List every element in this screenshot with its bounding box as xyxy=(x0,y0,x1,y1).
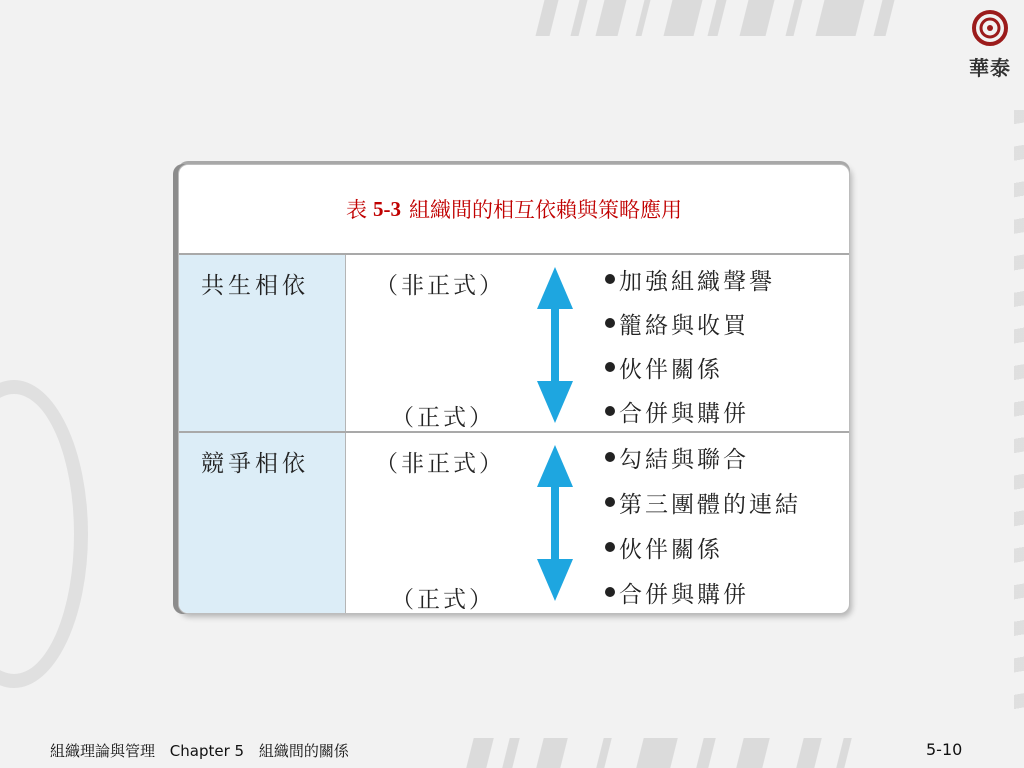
category-cell xyxy=(179,255,346,431)
background-stripe xyxy=(502,738,519,768)
category-label: 共生相依 xyxy=(201,273,309,299)
list-item-text: 合併與購併 xyxy=(619,401,749,427)
list-item-text: 合併與購併 xyxy=(619,582,749,608)
list-item xyxy=(605,578,801,614)
background-stripe xyxy=(536,0,559,36)
background-stripe xyxy=(466,738,493,768)
background-watermark xyxy=(0,380,88,688)
list-item-text: 伙伴關係 xyxy=(619,537,723,563)
list-item xyxy=(605,265,775,309)
list-item-text: 勾結與聯合 xyxy=(619,447,749,473)
background-stripe xyxy=(736,738,769,768)
page-number: 5-10 xyxy=(926,740,963,759)
background-stripe xyxy=(786,0,803,36)
list-item-text: 籠絡與收買 xyxy=(619,313,749,339)
category-label: 競爭相依 xyxy=(201,451,309,477)
table-title xyxy=(179,165,849,255)
bullet-icon xyxy=(605,587,615,597)
formal-label: （正式） xyxy=(391,587,495,613)
chapter-title: 組織間的關係 xyxy=(258,742,349,760)
background-stripe xyxy=(696,738,715,768)
list-item-text: 第三團體的連結 xyxy=(619,492,801,518)
bullet-icon xyxy=(605,497,615,507)
strategy-list xyxy=(605,443,801,614)
background-stripe xyxy=(596,0,627,36)
bullet-icon xyxy=(605,274,615,284)
background-stripe xyxy=(664,0,703,36)
background-stripe xyxy=(740,0,775,36)
list-item-text: 加強組織聲譽 xyxy=(619,269,775,295)
background-stripe xyxy=(571,0,588,36)
background-stripe xyxy=(836,738,851,768)
double-arrow-icon xyxy=(535,443,575,603)
informal-label: （非正式） xyxy=(375,273,505,299)
table-row xyxy=(179,433,849,613)
book-title: 組織理論與管理 xyxy=(50,742,156,760)
bullet-icon xyxy=(605,362,615,372)
strategy-table xyxy=(178,164,850,614)
background-stripe xyxy=(596,738,611,768)
informal-label: （非正式） xyxy=(375,451,505,477)
bullet-icon xyxy=(605,542,615,552)
double-arrow-icon xyxy=(535,265,575,425)
list-item-text: 伙伴關係 xyxy=(619,357,723,383)
bullet-icon xyxy=(605,318,615,328)
category-cell xyxy=(179,433,346,613)
list-item xyxy=(605,488,801,533)
table-title-text: 組織間的相互依賴與策略應用 xyxy=(409,198,682,222)
background-stripe xyxy=(796,738,821,768)
bullet-icon xyxy=(605,452,615,462)
table-row xyxy=(179,255,849,433)
table-title-prefix: 表 xyxy=(346,198,367,222)
list-item xyxy=(605,353,775,397)
list-item xyxy=(605,533,801,578)
background-stripes-right xyxy=(1014,110,1024,710)
list-item xyxy=(605,443,801,488)
background-stripe xyxy=(816,0,865,36)
logo-ring-icon xyxy=(972,10,1008,46)
chapter-number: Chapter 5 xyxy=(169,742,245,760)
slide-footer xyxy=(50,740,359,761)
list-item xyxy=(605,309,775,353)
bullet-icon xyxy=(605,406,615,416)
background-stripe xyxy=(874,0,895,36)
formal-label: （正式） xyxy=(391,405,495,431)
background-stripe xyxy=(636,738,677,768)
logo-text: 華泰 xyxy=(969,56,1011,80)
background-stripe xyxy=(636,0,651,36)
background-stripe xyxy=(708,0,727,36)
publisher-logo xyxy=(962,8,1018,88)
strategy-list xyxy=(605,265,775,441)
background-stripe xyxy=(536,738,567,768)
table-number: 5-3 xyxy=(373,196,401,221)
